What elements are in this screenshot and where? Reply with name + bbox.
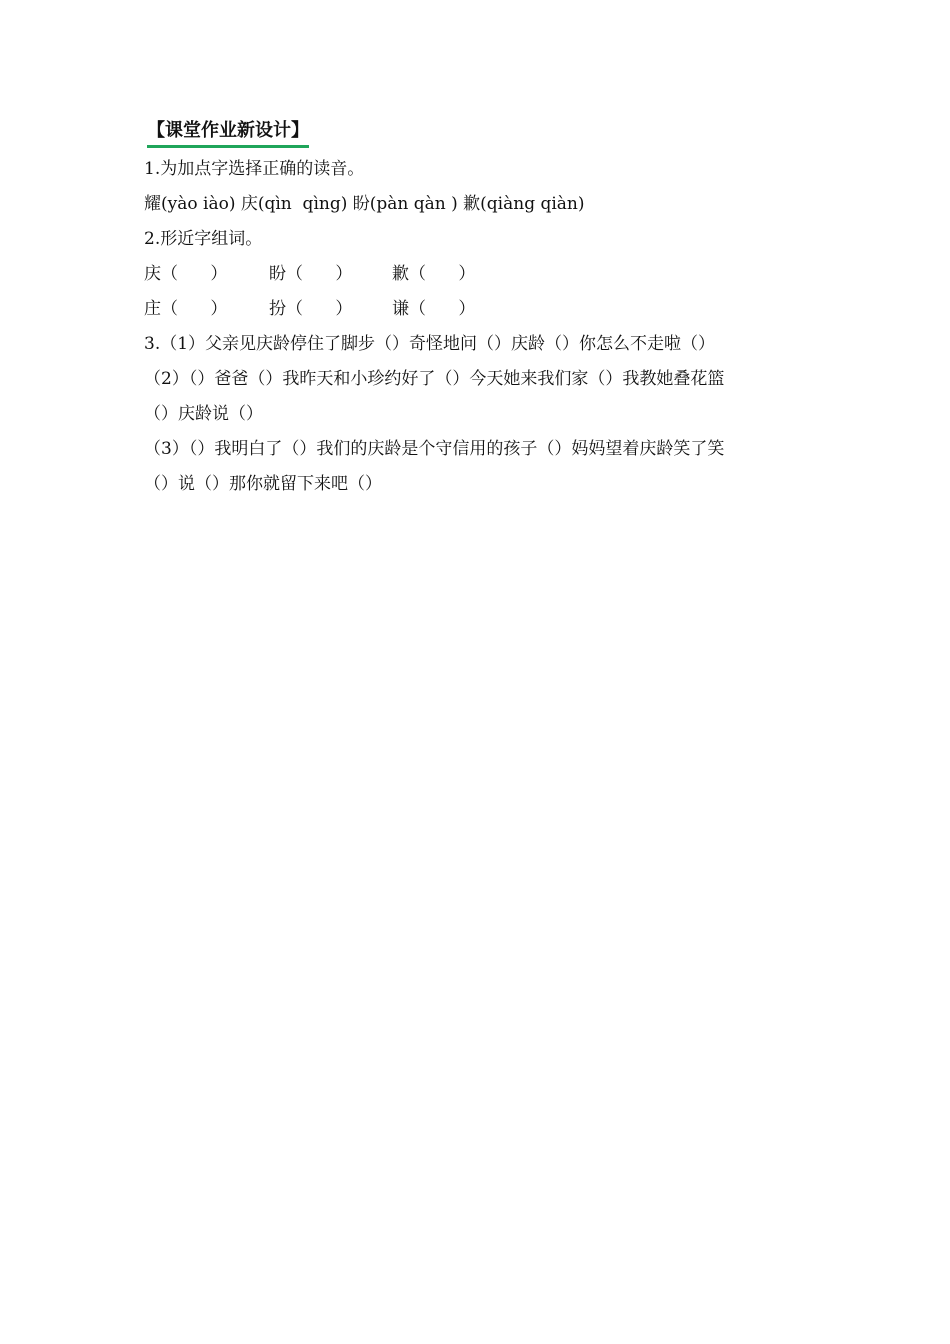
word-blank: 庆（ ） (144, 264, 228, 284)
question-3-line: 3.（1）父亲见庆龄停住了脚步（）奇怪地问（）庆龄（）你怎么不走啦（） (144, 334, 716, 354)
word-blank: 庄（ ） (144, 299, 228, 319)
question-1-prompt: 1.为加点字选择正确的读音。 (144, 159, 365, 179)
question-3-line: （3）（）我明白了（）我们的庆龄是个守信用的孩子（）妈妈望着庆龄笑了笑 (144, 439, 725, 459)
section-title: 【课堂作业新设计】 (147, 118, 309, 148)
question-3-line: （2）（）爸爸（）我昨天和小珍约好了（）今天她来我们家（）我教她叠花篮 (144, 369, 725, 389)
question-1-options: 耀(yào iào) 庆(qìn qìng) 盼(pàn qàn ) 歉(qiàng qiàn) (144, 194, 585, 214)
word-blank: 歉（ ） (392, 264, 476, 284)
word-blank: 盼（ ） (269, 264, 353, 284)
question-3-line: （）庆龄说（） (144, 404, 263, 424)
question-3-line: （）说（）那你就留下来吧（） (144, 474, 382, 494)
question-2-row (144, 292, 824, 327)
question-2-prompt: 2.形近字组词。 (144, 229, 263, 249)
worksheet-content (144, 118, 824, 502)
word-blank: 谦（ ） (392, 299, 476, 319)
word-blank: 扮（ ） (269, 299, 353, 319)
question-2-row (144, 257, 824, 292)
